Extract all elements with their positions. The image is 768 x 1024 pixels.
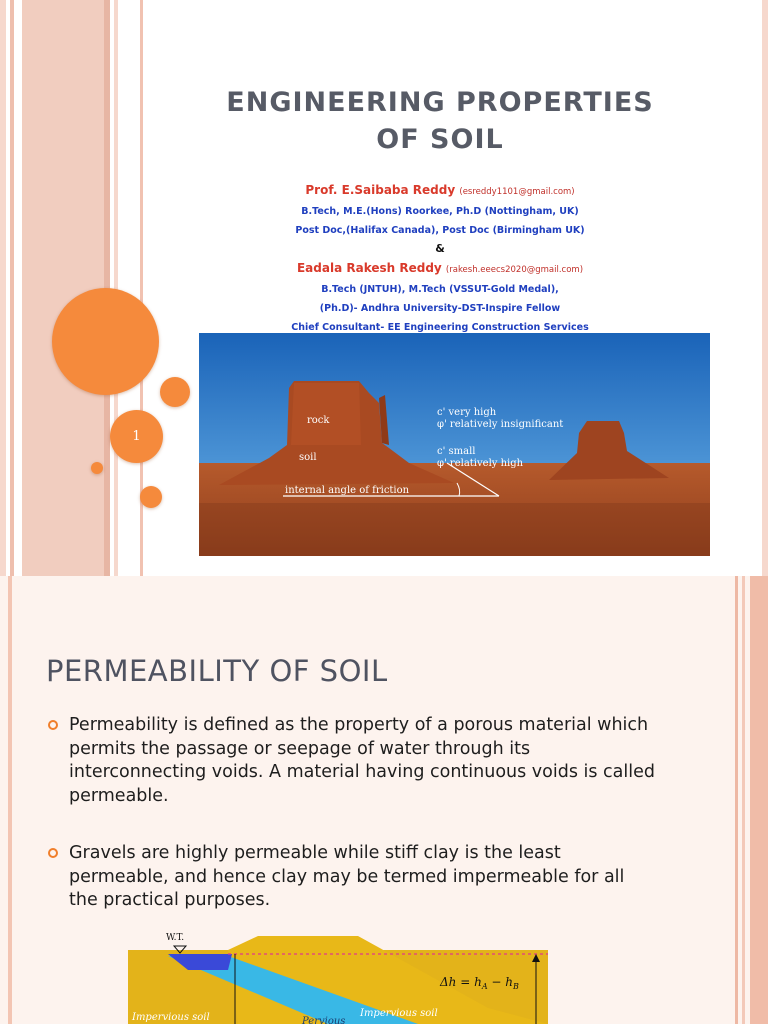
label-friction: internal angle of friction	[285, 485, 410, 496]
bullet-text-2: Gravels are highly permeable while stiff clay is the least permeable, and hence clay may be termed impermeable for all the practical purposes.	[69, 843, 625, 910]
author-2-name: Eadala Rakesh Reddy	[296, 261, 442, 275]
decorative-circle-medium	[160, 377, 190, 407]
slide-number-badge	[110, 410, 163, 463]
decorative-circle-small-2	[140, 486, 162, 508]
bullet-ring-icon	[48, 848, 58, 858]
label-phi-insig: φ' relatively insignificant	[437, 419, 564, 430]
author-1-name: Prof. E.Saibaba Reddy	[305, 183, 456, 197]
label-rock: rock	[307, 415, 330, 426]
author-2-credentials-2: (Ph.D)- Andhra University-DST-Inspire Fellow	[319, 303, 561, 314]
decorative-circle-small	[91, 462, 103, 474]
slide-title: ENGINEERING PROPERTIES OF SOIL	[226, 87, 654, 155]
desert-butte-photo	[199, 333, 710, 556]
author-2	[230, 258, 650, 280]
author-1-credentials-2: Post Doc,(Halifax Canada), Post Doc (Birmingham UK)	[295, 225, 585, 236]
author-1	[230, 180, 650, 202]
label-c-high: c' very high	[437, 407, 497, 418]
water-table-label: W.T.	[166, 933, 185, 943]
bullet-ring-icon	[48, 720, 58, 730]
author-2-credentials-1: B.Tech (JNTUH), M.Tech (VSSUT-Gold Medal),	[321, 284, 559, 295]
section-title: PERMEABILITY OF SOIL	[46, 654, 388, 688]
decorative-stripes	[0, 0, 150, 576]
decorative-circle-large	[52, 288, 159, 395]
author-2-credentials-3: Chief Consultant- EE Engineering Construction Services	[291, 322, 589, 333]
head-loss-equation: $\Delta h = h_A - h_B$	[440, 975, 519, 991]
author-block	[230, 180, 650, 337]
slide-number: 1	[132, 429, 141, 444]
label-phi-high: φ' relatively high	[437, 458, 524, 469]
bullet-text-1: Permeability is defined as the property of a porous material which permits the passage or seepage of water through its interconnecting voids. A material having continuous voids is called permeable.	[69, 715, 655, 806]
left-stripe	[8, 576, 12, 1024]
label-soil: soil	[299, 452, 317, 463]
permeability-diagram	[128, 928, 548, 1024]
bullet-item-2	[48, 842, 658, 913]
right-edge-stripe	[762, 0, 768, 576]
pervious-label: Pervious	[302, 1016, 346, 1024]
author-1-credentials-1: B.Tech, M.E.(Hons) Roorkee, Ph.D (Nottingham, UK)	[301, 206, 579, 217]
author-2-email: (rakesh.eeecs2020@gmail.com)	[445, 265, 584, 275]
bullet-item-1	[48, 714, 658, 808]
label-c-small: c' small	[437, 446, 476, 457]
ampersand: &	[435, 242, 445, 255]
author-1-email: (esreddy1101@gmail.com)	[459, 187, 575, 197]
impervious-soil-right-label: Impervious soil	[360, 1008, 438, 1019]
impervious-soil-left-label: Impervious soil	[132, 1012, 210, 1023]
